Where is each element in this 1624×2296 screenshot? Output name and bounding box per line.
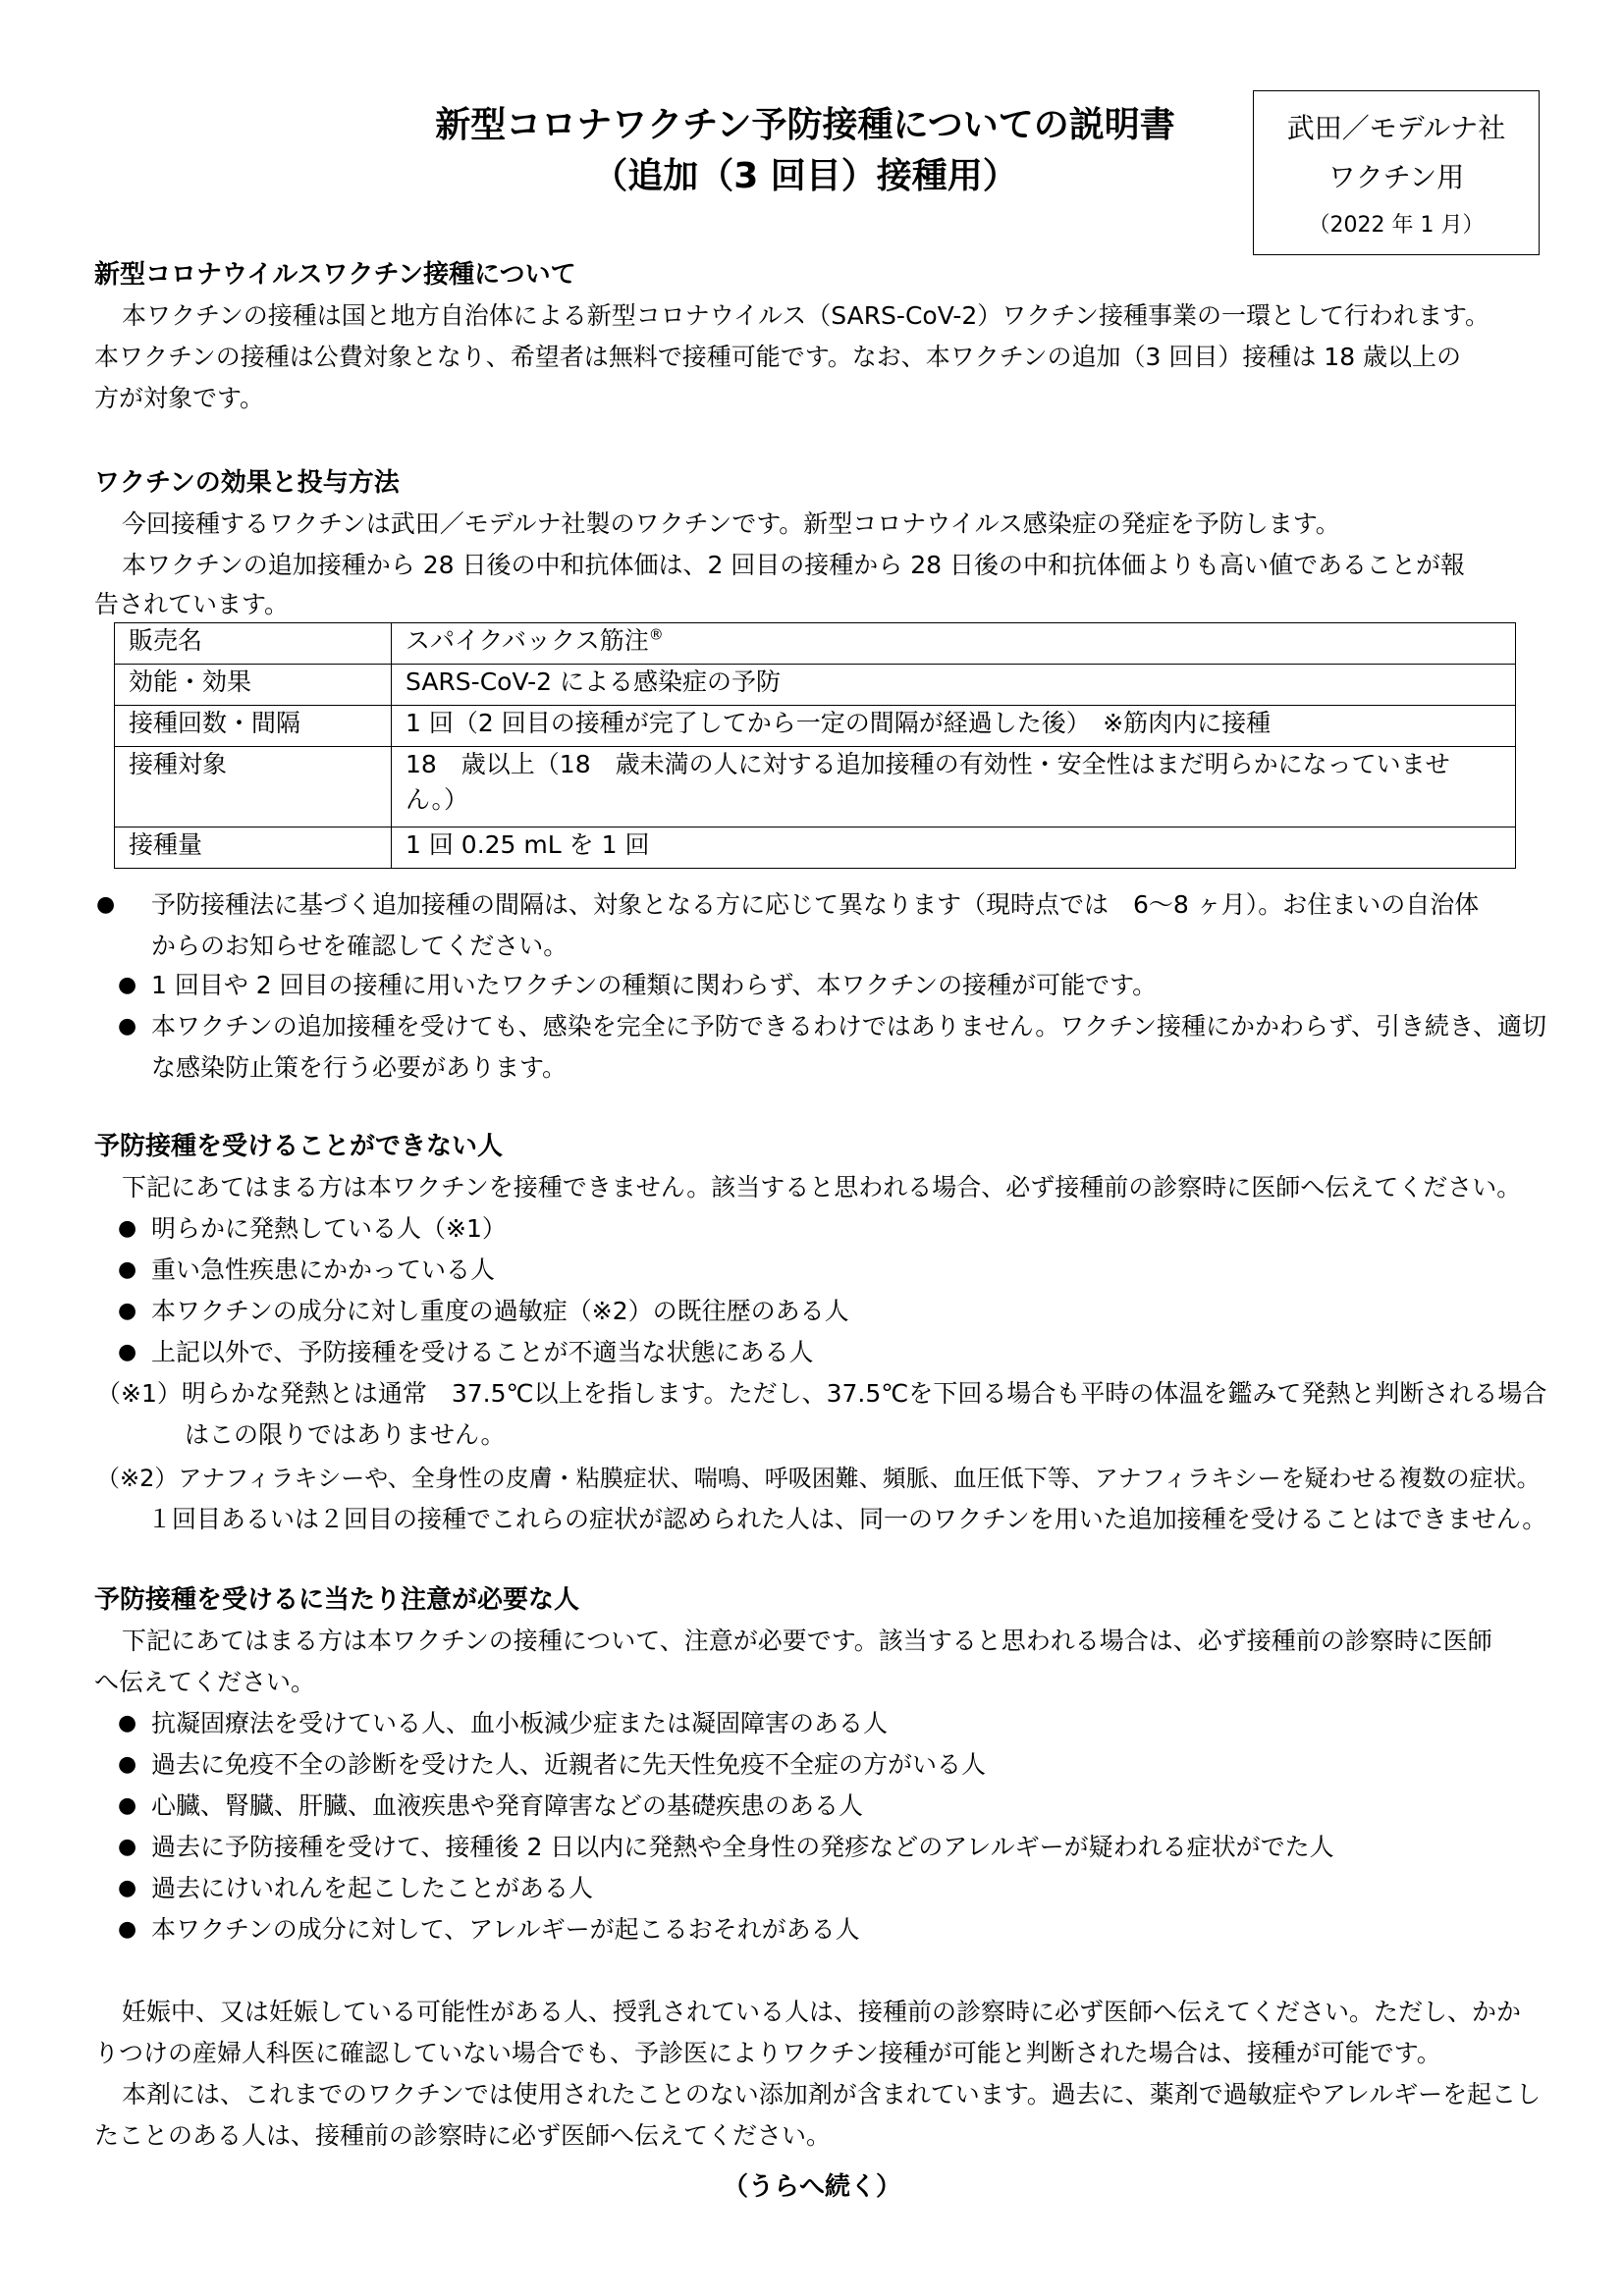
vaccine-label: ワクチン用 (1327, 161, 1465, 193)
bullet-text: 過去にけいれんを起こしたことがある人 (151, 1874, 594, 1902)
bullet-text: 本ワクチンの成分に対して、アレルギーが起こるおそれがある人 (151, 1915, 860, 1944)
vaccine-label-box (1253, 90, 1540, 255)
vaccine-maker: 武田／モデルナ社 (1286, 112, 1506, 144)
paragraph-line: へ伝えてください。 (94, 1668, 316, 1696)
bullet-icon: ● (118, 1014, 137, 1039)
paragraph-line: 本剤には、これまでのワクチンでは使用されたことのない添加剤が含まれています。過去に、薬剤で過敏症やアレルギーを起こし (122, 2080, 1542, 2109)
table-key: 効能・効果 (115, 665, 392, 706)
table-row (115, 623, 1516, 665)
continued-notice: （うらへ続く） (722, 2172, 901, 2202)
document-subtitle: （追加（3 回目）接種用） (592, 156, 1018, 196)
bullet-icon: ● (118, 1793, 137, 1818)
paragraph-line: 妊娠中、又は妊娠している可能性がある人、授乳されている人は、接種前の診察時に必ず医師へ伝えてください。ただし、かか (122, 1998, 1522, 2026)
table-row (115, 665, 1516, 706)
bullet-icon: ● (118, 1299, 137, 1323)
bullet-text: 本ワクチンの追加接種を受けても、感染を完全に予防できるわけではありません。ワクチン接種にかかわらず、引き続き、適切 (151, 1012, 1547, 1041)
bullet-icon: ● (118, 973, 137, 997)
bullet-text: な感染防止策を行う必要があります。 (151, 1053, 568, 1082)
bullet-text: 重い急性疾患にかかっている人 (151, 1255, 496, 1284)
bullet-icon: ● (118, 1917, 137, 1942)
bullet-text: 本ワクチンの成分に対し重度の過敏症（※2）の既往歴のある人 (151, 1297, 849, 1325)
table-value (392, 747, 1516, 828)
bullet-text: 予防接種法に基づく追加接種の間隔は、対象となる方に応じて異なります（現時点では 6～8 ヶ月）。お住まいの自治体 (151, 890, 1480, 919)
paragraph-line: 本ワクチンの接種は国と地方自治体による新型コロナウイルス（SARS-CoV-2）ワクチン接種事業の一環として行われます。 (122, 301, 1490, 330)
paragraph-line: 本ワクチンの接種は公費対象となり、希望者は無料で接種可能です。なお、本ワクチンの追加（3 回目）接種は 18 歳以上の (94, 343, 1462, 371)
section-heading-ineligible: 予防接種を受けることができない人 (94, 1132, 504, 1161)
table-key: 接種回数・間隔 (115, 706, 392, 747)
paragraph-line: 方が対象です。 (94, 384, 265, 412)
paragraph-line: りつけの産婦人科医に確認していない場合でも、予診医によりワクチン接種が可能と判断された場合は、接種が可能です。 (94, 2039, 1441, 2067)
product-name: スパイクバックス筋注 (406, 626, 649, 655)
bullet-icon: ● (118, 1835, 137, 1859)
document-date: （2022 年 1 月） (1308, 213, 1485, 238)
table-value-line: 18 歳以上（18 歳未満の人に対する追加接種の有効性・安全性はまだ明らかになっていませ (406, 750, 1450, 778)
bullet-icon: ● (118, 1752, 137, 1777)
bullet-text: 明らかに発熱している人（※1） (151, 1214, 507, 1243)
bullet-text: 抗凝固療法を受けている人、血小板減少症または凝固障害のある人 (151, 1709, 889, 1737)
vaccine-spec-table (114, 622, 1516, 869)
document-title: 新型コロナワクチン予防接種についての説明書 (435, 105, 1175, 145)
table-key: 接種量 (115, 828, 392, 869)
section-heading-caution: 予防接種を受けるに当たり注意が必要な人 (94, 1585, 580, 1615)
table-value: 1 回 0.25 mL を 1 回 (392, 828, 1516, 869)
table-row (115, 706, 1516, 747)
bullet-icon: ● (118, 1257, 137, 1282)
table-value (392, 623, 1516, 665)
paragraph-line: 下記にあてはまる方は本ワクチンを接種できません。該当すると思われる場合、必ず接種前の診察時に医師へ伝えてください。 (122, 1173, 1522, 1201)
registered-mark: ® (648, 625, 664, 644)
table-value: 1 回（2 回目の接種が完了してから一定の間隔が経過した後） ※筋肉内に接種 (392, 706, 1516, 747)
paragraph-line: 告されています。 (94, 590, 290, 618)
bullet-icon: ● (118, 1216, 137, 1241)
table-value: SARS-CoV-2 による感染症の予防 (392, 665, 1516, 706)
bullet-icon: ● (96, 892, 116, 917)
table-key: 接種対象 (115, 747, 392, 828)
bullet-icon: ● (118, 1711, 137, 1735)
bullet-text: 過去に免疫不全の診断を受けた人、近親者に先天性免疫不全症の方がいる人 (151, 1750, 987, 1779)
paragraph-line: たことのある人は、接種前の診察時に必ず医師へ伝えてください。 (94, 2121, 832, 2150)
table-key: 販売名 (115, 623, 392, 665)
bullet-text: 上記以外で、予防接種を受けることが不適当な状態にある人 (151, 1338, 814, 1366)
section-heading-effect: ワクチンの効果と投与方法 (94, 468, 400, 498)
bullet-icon: ● (118, 1340, 137, 1364)
bullet-text: 1 回目や 2 回目の接種に用いたワクチンの種類に関わらず、本ワクチンの接種が可能です。 (151, 971, 1158, 999)
footnote-line: （※2）アナフィラキシーや、全身性の皮膚・粘膜症状、喘鳴、呼吸困難、頻脈、血圧低下等、アナフィラキシーを疑わせる複数の症状。 (96, 1465, 1541, 1492)
section-heading-about: 新型コロナウイルスワクチン接種について (94, 260, 576, 290)
paragraph-line: 本ワクチンの追加接種から 28 日後の中和抗体価は、2 回目の接種から 28 日後の中和抗体価よりも高い値であることが報 (122, 551, 1466, 579)
bullet-text: からのお知らせを確認してください。 (151, 932, 568, 960)
footnote-line: （※1）明らかな発熱とは通常 37.5℃以上を指します。ただし、37.5℃を下回る場合も平時の体温を鑑みて発熱と判断される場合 (96, 1379, 1547, 1408)
table-row (115, 828, 1516, 869)
bullet-text: 心臓、腎臓、肝臓、血液疾患や発育障害などの基礎疾患のある人 (151, 1791, 864, 1820)
footnote-line: １回目あるいは２回目の接種でこれらの症状が認められた人は、同一のワクチンを用いた追加接種を受けることはできません。 (147, 1505, 1547, 1533)
table-row (115, 747, 1516, 828)
footnote-line: はこの限りではありません。 (185, 1420, 506, 1449)
paragraph-line: 下記にあてはまる方は本ワクチンの接種について、注意が必要です。該当すると思われる場合は、必ず接種前の診察時に医師 (122, 1627, 1492, 1655)
paragraph-line: 今回接種するワクチンは武田／モデルナ社製のワクチンです。新型コロナウイルス感染症の発症を予防します。 (122, 509, 1340, 538)
bullet-icon: ● (118, 1876, 137, 1900)
bullet-text: 過去に予防接種を受けて、接種後 2 日以内に発熱や全身性の発疹などのアレルギーが疑われる症状がでた人 (151, 1833, 1334, 1861)
table-value-line: ん。） (406, 785, 469, 814)
